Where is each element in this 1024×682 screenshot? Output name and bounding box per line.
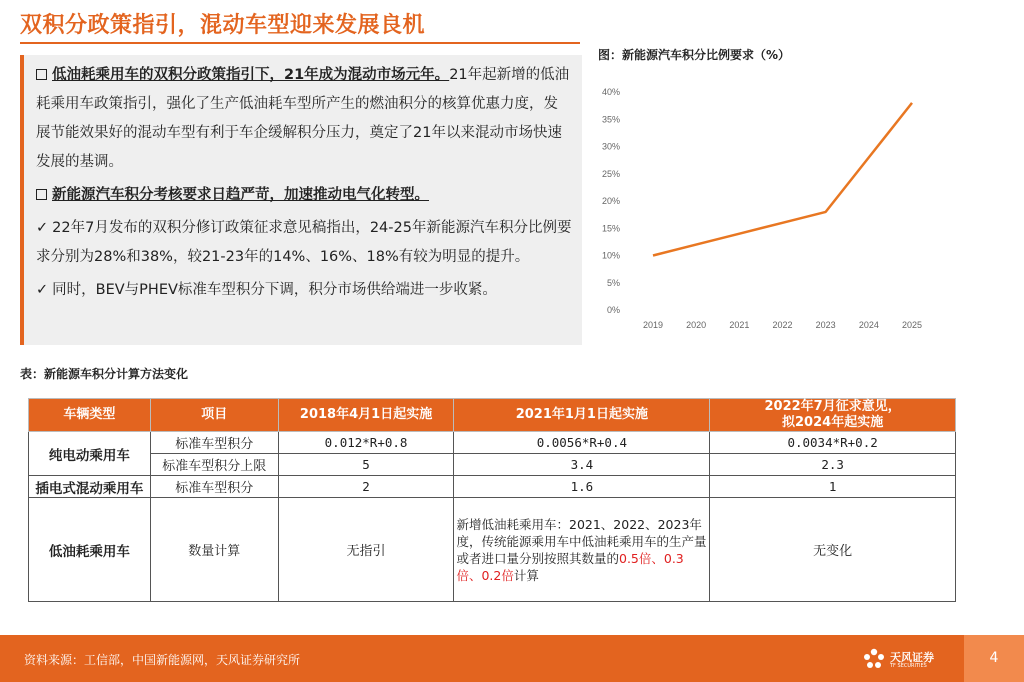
cell-value: 0.0034*R+0.2 [710, 432, 956, 454]
paragraph-1-text: 21年起新增的低油耗乘用车政策指引，强化了生产低油耗车型所产生的燃油积分的核算优惠力度，发展节能效果好的混动车型有利于车企缓解积分压力，奠定了21年以来混动市场快速发展的基调。 [36, 67, 570, 170]
x-tick-label: 2022 [772, 320, 793, 330]
cell-value: 无变化 [710, 498, 956, 602]
cell-value: 2.3 [710, 454, 956, 476]
y-tick-label: 40% [601, 87, 620, 97]
footer-bar [0, 635, 1024, 682]
cell-value: 1.6 [454, 476, 710, 498]
cell-value: 1 [710, 476, 956, 498]
flower-logo-icon [862, 647, 886, 671]
x-tick-label: 2019 [642, 320, 664, 330]
cell-value: 无指引 [278, 498, 454, 602]
table-row [29, 476, 956, 498]
cell-value: 3.4 [454, 454, 710, 476]
logo-text: 天风证券 [890, 651, 934, 664]
paragraph-3-text: 22年7月发布的双积分修订政策征求意见稿指出，24-25年新能源汽车积分比例要求分别为28%和38%，较21-23年的14%、16%、18%有较为明显的提升。 [36, 220, 572, 265]
table-row [29, 432, 956, 454]
cell-value: 2 [278, 476, 454, 498]
series-line [653, 103, 912, 256]
y-tick-label: 0% [606, 305, 620, 315]
y-tick-label: 25% [601, 168, 620, 179]
paragraph-3 [36, 214, 572, 272]
cell-item: 标准车型积分 [150, 432, 278, 454]
y-tick-label: 35% [601, 114, 620, 125]
chart-title: 图：新能源汽车积分比例要求（%） [598, 48, 791, 62]
y-tick-label: 15% [601, 223, 620, 234]
page-title: 双积分政策指引，混动车型迎来发展良机 [20, 13, 426, 38]
y-tick-label: 30% [601, 141, 620, 152]
row-label-low-fuel: 低油耗乘用车 [29, 498, 151, 602]
check-icon: ✓ [36, 220, 49, 236]
paragraph-4 [36, 276, 572, 305]
y-tick-label: 20% [601, 196, 620, 206]
company-logo [862, 647, 934, 675]
cell-item: 数量计算 [150, 498, 278, 602]
y-tick-label: 10% [601, 250, 620, 261]
x-tick-label: 2020 [686, 320, 707, 330]
y-tick-label: 5% [606, 277, 620, 288]
x-tick-label: 2025 [901, 320, 923, 330]
paragraph-4-text: 同时，BEV与PHEV标准车型积分下调，积分市场供给端进一步收紧。 [52, 282, 497, 298]
table-title: 表：新能源车积分计算方法变化 [20, 367, 189, 381]
table-row [29, 454, 956, 476]
header-2024 [710, 399, 956, 432]
note-multipliers: 0.5倍、0.3倍、0.2倍 [456, 550, 684, 583]
row-label-phev: 插电式混动乘用车 [29, 476, 151, 498]
x-tick-label: 2021 [729, 320, 750, 330]
note-text: 新增低油耗乘用车：2021、2022、2023年度，传统能源乘用车中低油耗乘用车的生产量或者进口量分别按照其数量的 [456, 516, 707, 566]
checkbox-bullet-icon [36, 69, 47, 80]
policy-summary-box [20, 55, 582, 345]
row-label-bev: 纯电动乘用车 [29, 432, 151, 476]
cell-value: 0.0056*R+0.4 [454, 432, 710, 454]
header-2021: 2021年1月1日起实施 [454, 399, 710, 432]
credit-method-table [28, 398, 956, 602]
source-note: 资料来源：工信部，中国新能源网，天风证券研究所 [24, 653, 301, 667]
note-end: 计算 [513, 567, 539, 583]
header-vehicle-type: 车辆类型 [29, 399, 151, 432]
title-divider [20, 42, 580, 44]
paragraph-1 [36, 61, 572, 177]
cell-note [454, 498, 710, 602]
paragraph-2 [36, 181, 572, 210]
table-header-row [29, 399, 956, 432]
cell-item: 标准车型积分 [150, 476, 278, 498]
line-chart [590, 80, 950, 340]
page-number: 4 [964, 635, 1024, 682]
table-row [29, 498, 956, 602]
header-2024-line1: 2022年7月征求意见， [764, 399, 901, 414]
header-item: 项目 [150, 399, 278, 432]
cell-value: 5 [278, 454, 454, 476]
paragraph-1-heading: 低油耗乘用车的双积分政策指引下，21年成为混动市场元年。 [52, 67, 450, 83]
header-2018: 2018年4月1日起实施 [278, 399, 454, 432]
cell-item: 标准车型积分上限 [150, 454, 278, 476]
logo-subtext: TF SECURITIES [890, 663, 927, 669]
x-tick-label: 2023 [815, 320, 836, 330]
cell-value: 0.012*R+0.8 [278, 432, 454, 454]
x-tick-label: 2024 [858, 320, 879, 330]
header-2024-line2: 拟2024年起实施 [782, 415, 884, 430]
checkbox-bullet-icon [36, 189, 47, 200]
check-icon: ✓ [36, 282, 49, 298]
paragraph-2-heading: 新能源汽车积分考核要求日趋严苛，加速推动电气化转型。 [52, 187, 429, 203]
